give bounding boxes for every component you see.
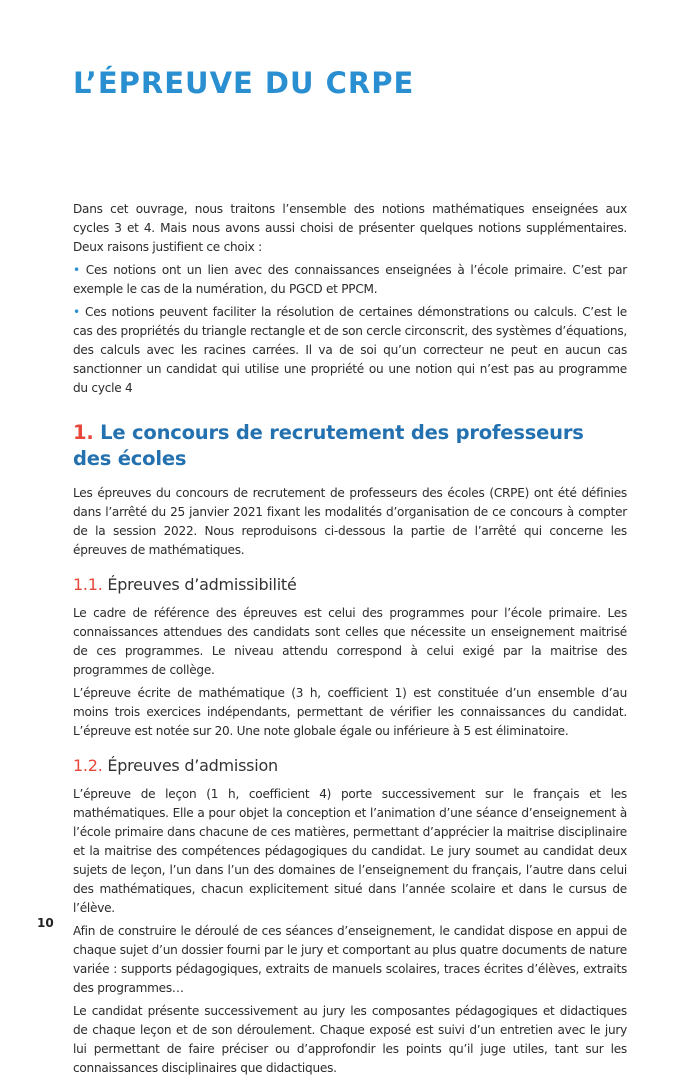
subsection-1-2-title: Épreuves d’admission — [107, 756, 278, 775]
intro-bullet-1-text: Ces notions ont un lien avec des connaissances enseignées à l’école primaire. C’est par exemple le cas de la numération, du PGCD et PPCM. — [73, 263, 628, 296]
intro-paragraph: Dans cet ouvrage, nous traitons l’ensemble des notions mathématiques enseignées aux cycles 3 et 4. Mais nous avons aussi choisi de présenter quelques notions supplémentaires. Deux raisons justifient ce choix : — [73, 202, 627, 254]
subsection-1-1-heading — [73, 574, 627, 596]
subsection-1-1-paragraph-1: Le cadre de référence des épreuves est celui des programmes pour l’école primaire. Les connaissances attendues des candidats sont celles que nécessite un enseignement maitrisé de ces programmes. Le niveau attendu correspond à celui exigé par la maitrise des programmes de collège. — [73, 606, 627, 677]
subsection-1-2-paragraph-2: Afin de construire le déroulé de ces séances d’enseignement, le candidat dispose en appui de chaque sujet d’un dossier fourni par le jury et comportant au plus quatre documents de nature variée : supports pédagogiques, extraits de manuels scolaires, traces écrites d’élèves, extraits des programmes… — [73, 924, 627, 995]
subsection-1-2-paragraph-3: Le candidat présente successivement au jury les composantes pédagogiques et didactiques de chaque leçon et de son déroulement. Chaque exposé est suivi d’un entretien avec le jury lui permettant de faire préciser ou d’approfondir les points qu’il juge utiles, tant sur les connaissances disciplinaires que didactiques. — [73, 1004, 627, 1075]
subsection-1-1-paragraph-2: L’épreuve écrite de mathématique (3 h, coefficient 1) est constituée d’un ensemble d’au moins trois exercices indépendants, permettant de vérifier les connaissances du candidat. L’épreuve est notée sur 20. Une note globale égale ou inférieure à 5 est éliminatoire. — [73, 686, 627, 738]
intro-bullet-2 — [73, 303, 627, 398]
intro-bullet-2-text: Ces notions peuvent faciliter la résolution de certaines démonstrations ou calculs. C’est le cas des propriétés du triangle rectangle et de son cercle circonscrit, des systèmes d’équations, des calculs avec les racines carrées. Il va de soi qu’un correcteur ne peut en aucun cas sanctionner un candidat qui utilise une propriété ou une notion qui n’est pas au programme du cycle 4 — [73, 305, 627, 395]
section-1-paragraph: Les épreuves du concours de recrutement de professeurs des écoles (CRPE) ont été définies dans l’arrêté du 25 janvier 2021 fixant les modalités d’organisation de ce concours à compter de la session 2022. Nous reproduisons ci-dessous la partie de l’arrêté qui concerne les épreuves de mathématiques. — [73, 486, 627, 557]
subsection-1-1-number: 1.1. — [73, 575, 103, 594]
subsection-1-2-paragraph-1: L’épreuve de leçon (1 h, coefficient 4) porte successivement sur le français et les mathématiques. Elle a pour objet la conception et l’animation d’une séance d’enseignement à l’école primaire dans chacune de ces matières, permettant d’apprécier la maitrise disciplinaire et la maitrise des compétences pédagogiques du candidat. Le jury soumet au candidat deux sujets de leçon, l’un dans l’un des domaines de l’enseignement du français, l’autre dans celui des mathématiques, chacun explicitement situé dans l’année scolaire et dans le cursus de l’élève. — [73, 787, 627, 915]
subsection-1-2-number: 1.2. — [73, 756, 103, 775]
bullet-icon: • — [73, 263, 86, 277]
page-title: L’ÉPREUVE DU CRPE — [73, 66, 415, 100]
bullet-icon: • — [73, 305, 85, 319]
page-content — [73, 200, 627, 1082]
subsection-1-2-heading — [73, 755, 627, 777]
page-number: 10 — [37, 916, 54, 930]
section-1-title: Le concours de recrutement des professeurs des écoles — [73, 421, 584, 470]
section-1-heading — [73, 420, 627, 472]
subsection-1-1-title: Épreuves d’admissibilité — [107, 575, 297, 594]
intro-bullet-1 — [73, 261, 627, 299]
section-1-number: 1. — [73, 421, 94, 444]
